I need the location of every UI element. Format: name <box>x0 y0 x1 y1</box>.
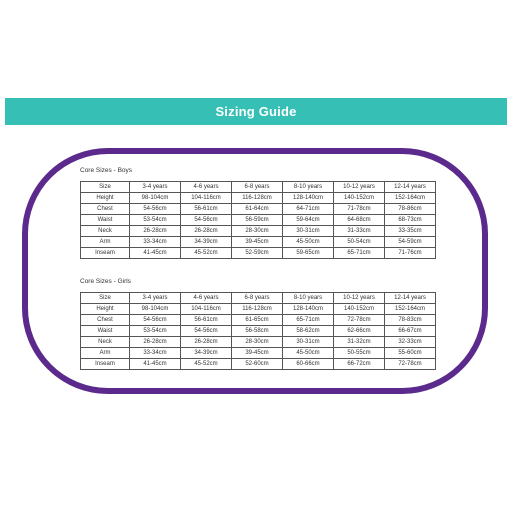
table-cell: 45-52cm <box>181 359 232 370</box>
table-cell: 56-61cm <box>181 204 232 215</box>
table-cell: 41-45cm <box>130 248 181 259</box>
table-cell: 52-60cm <box>232 359 283 370</box>
table-cell: 41-45cm <box>130 359 181 370</box>
table-cell: 50-54cm <box>334 237 385 248</box>
table-row <box>81 193 436 204</box>
table-cell: 59-65cm <box>283 248 334 259</box>
table-row <box>81 359 436 370</box>
table-cell: 66-72cm <box>334 359 385 370</box>
column-header-cell: 3-4 years <box>130 293 181 304</box>
table-cell: 28-30cm <box>232 337 283 348</box>
table-cell: 60-66cm <box>283 359 334 370</box>
column-header-cell: 3-4 years <box>130 182 181 193</box>
table-row <box>81 348 436 359</box>
table-cell: 34-39cm <box>181 348 232 359</box>
table-cell: 54-56cm <box>181 326 232 337</box>
table-header-row <box>81 293 436 304</box>
boys-size-table <box>80 181 436 259</box>
table-cell: 104-116cm <box>181 304 232 315</box>
table-row <box>81 226 436 237</box>
table-row <box>81 204 436 215</box>
table-cell: 56-58cm <box>232 326 283 337</box>
table-cell: 128-140cm <box>283 304 334 315</box>
row-label-cell: Height <box>81 304 130 315</box>
header-banner <box>5 98 507 125</box>
column-header-cell: 8-10 years <box>283 182 334 193</box>
table-cell: 72-78cm <box>385 359 436 370</box>
column-header-cell: 12-14 years <box>385 182 436 193</box>
table-cell: 66-67cm <box>385 326 436 337</box>
column-header-cell: 4-6 years <box>181 293 232 304</box>
table-cell: 26-28cm <box>181 337 232 348</box>
boys-size-section <box>80 166 436 259</box>
table-cell: 61-64cm <box>232 204 283 215</box>
table-cell: 71-78cm <box>334 204 385 215</box>
page-title: Sizing Guide <box>215 104 297 119</box>
table-cell: 128-140cm <box>283 193 334 204</box>
table-cell: 32-33cm <box>385 337 436 348</box>
table-cell: 54-56cm <box>130 204 181 215</box>
table-cell: 65-71cm <box>334 248 385 259</box>
girls-size-section <box>80 277 436 370</box>
table-cell: 26-28cm <box>181 226 232 237</box>
table-cell: 71-76cm <box>385 248 436 259</box>
row-label-cell: Size <box>81 293 130 304</box>
table-cell: 45-50cm <box>283 237 334 248</box>
table-cell: 53-54cm <box>130 215 181 226</box>
boys-table-title: Core Sizes - Boys <box>80 167 133 174</box>
column-header-cell: 6-8 years <box>232 182 283 193</box>
table-row <box>81 315 436 326</box>
table-cell: 152-164cm <box>385 193 436 204</box>
row-label-cell: Neck <box>81 226 130 237</box>
table-cell: 26-28cm <box>130 226 181 237</box>
table-cell: 72-78cm <box>334 315 385 326</box>
table-cell: 98-104cm <box>130 304 181 315</box>
table-cell: 98-104cm <box>130 193 181 204</box>
table-cell: 33-35cm <box>385 226 436 237</box>
table-cell: 59-64cm <box>283 215 334 226</box>
table-cell: 28-30cm <box>232 226 283 237</box>
column-header-cell: 10-12 years <box>334 293 385 304</box>
column-header-cell: 4-6 years <box>181 182 232 193</box>
table-cell: 152-164cm <box>385 304 436 315</box>
row-label-cell: Inseam <box>81 248 130 259</box>
table-cell: 64-71cm <box>283 204 334 215</box>
table-cell: 52-59cm <box>232 248 283 259</box>
table-cell: 116-128cm <box>232 304 283 315</box>
table-cell: 58-62cm <box>283 326 334 337</box>
table-cell: 33-34cm <box>130 348 181 359</box>
table-cell: 54-56cm <box>130 315 181 326</box>
column-header-cell: 6-8 years <box>232 293 283 304</box>
table-cell: 45-50cm <box>283 348 334 359</box>
table-cell: 56-61cm <box>181 315 232 326</box>
table-cell: 140-152cm <box>334 193 385 204</box>
table-cell: 31-33cm <box>334 226 385 237</box>
table-cell: 56-59cm <box>232 215 283 226</box>
row-label-cell: Waist <box>81 215 130 226</box>
table-cell: 65-71cm <box>283 315 334 326</box>
table-cell: 34-39cm <box>181 237 232 248</box>
girls-table-title: Core Sizes - Girls <box>80 278 131 285</box>
row-label-cell: Size <box>81 182 130 193</box>
column-header-cell: 10-12 years <box>334 182 385 193</box>
table-cell: 53-54cm <box>130 326 181 337</box>
row-label-cell: Height <box>81 193 130 204</box>
table-cell: 39-45cm <box>232 237 283 248</box>
table-cell: 54-56cm <box>181 215 232 226</box>
table-row <box>81 237 436 248</box>
table-cell: 104-116cm <box>181 193 232 204</box>
table-cell: 31-32cm <box>334 337 385 348</box>
table-row <box>81 215 436 226</box>
table-cell: 39-45cm <box>232 348 283 359</box>
table-row <box>81 248 436 259</box>
column-header-cell: 12-14 years <box>385 293 436 304</box>
table-cell: 45-52cm <box>181 248 232 259</box>
table-cell: 26-28cm <box>130 337 181 348</box>
table-cell: 30-31cm <box>283 337 334 348</box>
table-cell: 116-128cm <box>232 193 283 204</box>
table-cell: 33-34cm <box>130 237 181 248</box>
row-label-cell: Chest <box>81 315 130 326</box>
table-cell: 30-31cm <box>283 226 334 237</box>
table-cell: 64-68cm <box>334 215 385 226</box>
column-header-cell: 8-10 years <box>283 293 334 304</box>
table-cell: 55-60cm <box>385 348 436 359</box>
table-cell: 50-55cm <box>334 348 385 359</box>
row-label-cell: Chest <box>81 204 130 215</box>
table-cell: 54-59cm <box>385 237 436 248</box>
table-cell: 78-86cm <box>385 204 436 215</box>
row-label-cell: Waist <box>81 326 130 337</box>
row-label-cell: Arm <box>81 237 130 248</box>
table-cell: 68-73cm <box>385 215 436 226</box>
table-cell: 61-65cm <box>232 315 283 326</box>
table-row <box>81 304 436 315</box>
row-label-cell: Inseam <box>81 359 130 370</box>
table-row <box>81 337 436 348</box>
girls-size-table <box>80 292 436 370</box>
table-cell: 62-66cm <box>334 326 385 337</box>
table-cell: 78-83cm <box>385 315 436 326</box>
row-label-cell: Arm <box>81 348 130 359</box>
table-header-row <box>81 182 436 193</box>
table-cell: 140-152cm <box>334 304 385 315</box>
table-row <box>81 326 436 337</box>
row-label-cell: Neck <box>81 337 130 348</box>
